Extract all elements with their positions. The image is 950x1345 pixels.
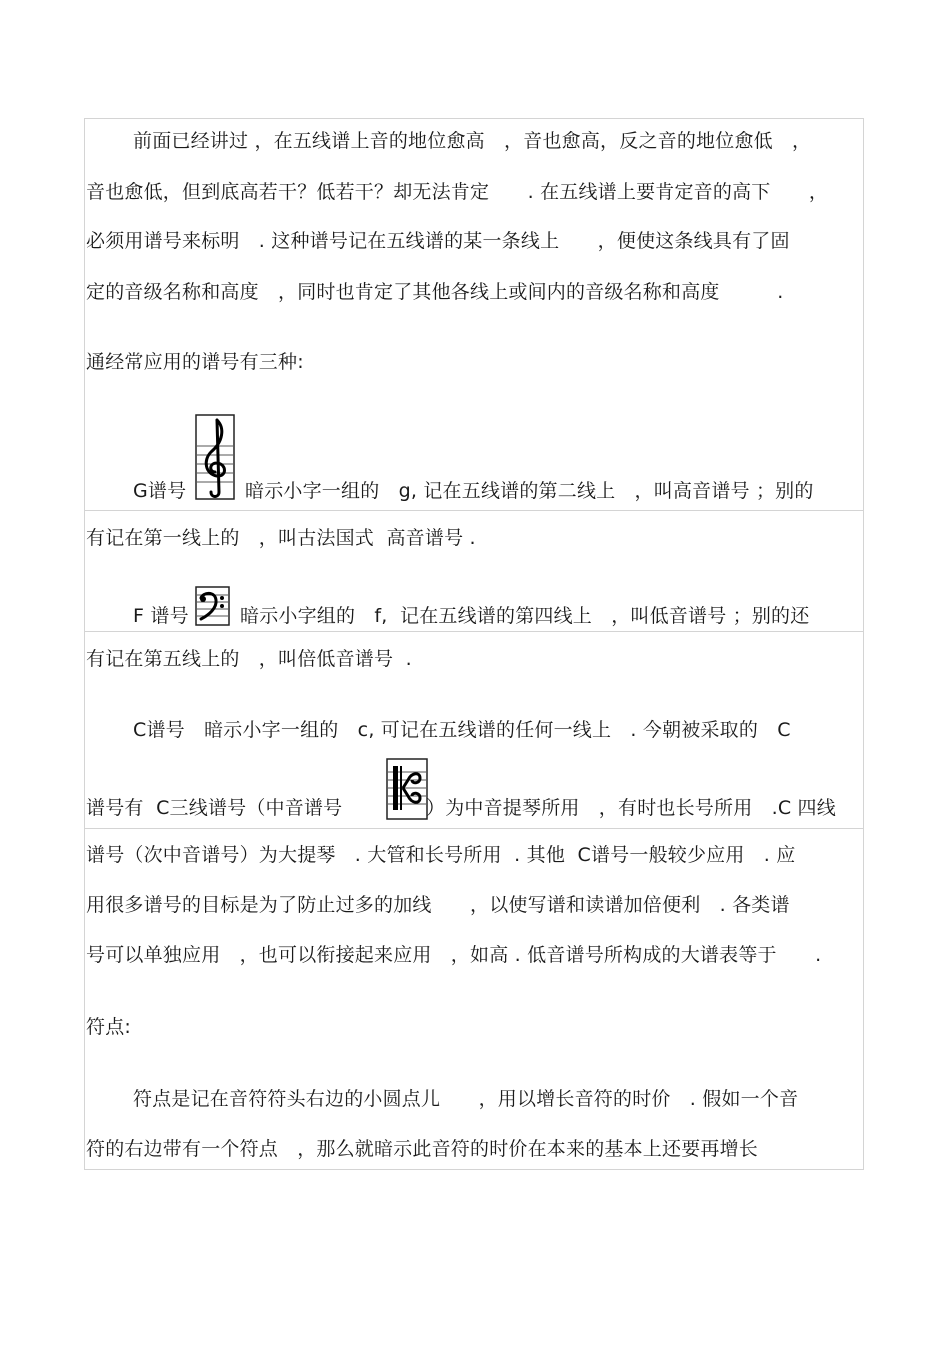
- paragraph-line: 暗示小字一组的 g, 记在五线谱的第二线上 ，叫高音谱号 ；别的: [245, 480, 814, 502]
- f-clef-label: F 谱号: [133, 605, 189, 627]
- paragraph-line: 暗示小字组的 f, 记在五线谱的第四线上 ，叫低音谱号 ；别的还: [240, 605, 810, 627]
- alto-clef-icon: [386, 758, 428, 820]
- paragraph-line: 谱号有 C三线谱号（中音谱号: [86, 797, 343, 819]
- page-frame: [84, 118, 864, 1170]
- paragraph-line: 通经常应用的谱号有三种:: [86, 351, 304, 373]
- divider: [84, 510, 864, 511]
- paragraph-line: ）为中音提琴所用 ，有时也长号所用 .C 四线: [426, 797, 836, 819]
- g-clef-label: G谱号: [133, 480, 187, 502]
- treble-clef-icon: [195, 414, 235, 500]
- section-heading: 符点:: [86, 1016, 132, 1038]
- paragraph-line: C谱号 暗示小字一组的 c, 可记在五线谱的任何一线上 . 今朝被采取的 C: [133, 719, 791, 741]
- paragraph-line: 符的右边带有一个符点 ，那么就暗示此音符的时价在本来的基本上还要再增长: [86, 1138, 759, 1160]
- paragraph-line: 音也愈低，但到底高若干？低若干？却无法肯定 . 在五线谱上要肯定音的高下 ，: [86, 181, 829, 203]
- paragraph-line: 定的音级名称和高度 ，同时也肯定了其他各线上或间内的音级名称和高度 .: [86, 281, 784, 303]
- divider: [84, 828, 864, 829]
- paragraph-line: 前面已经讲过 ，在五线谱上音的地位愈高 ，音也愈高，反之音的地位愈低 ，: [133, 130, 812, 152]
- bass-clef-icon: [195, 586, 230, 626]
- paragraph-line: 有记在第五线上的 ，叫倍低音谱号 .: [86, 648, 412, 670]
- paragraph-line: 号可以单独应用 ，也可以衔接起来应用 ，如高 . 低音谱号所构成的大谱表等于 .: [86, 944, 822, 966]
- paragraph-line: 有记在第一线上的 ，叫古法国式 高音谱号 .: [86, 527, 476, 549]
- paragraph-line: 用很多谱号的目标是为了防止过多的加线 ，以使写谱和读谱加倍便利 . 各类谱: [86, 894, 790, 916]
- paragraph-line: 符点是记在音符符头右边的小圆点儿 ，用以增长音符的时价 . 假如一个音: [133, 1088, 799, 1110]
- divider: [84, 631, 864, 632]
- paragraph-line: 谱号（次中音谱号）为大提琴 . 大管和长号所用 . 其他 C谱号一般较少应用 . 应: [86, 844, 796, 866]
- paragraph-line: 必须用谱号来标明 . 这种谱号记在五线谱的某一条线上 ，便使这条线具有了固: [86, 230, 790, 252]
